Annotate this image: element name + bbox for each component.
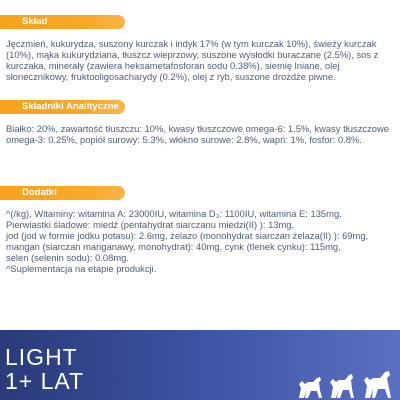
dodatki-line: mangan (siarczan manganawy, monohydrat): 40mg, cynk (tlenek cynku): 115mg, (6, 241, 341, 252)
section-header-sklad (0, 15, 125, 29)
dodatki-text (6, 208, 392, 274)
dodatki-line: selen (selenin sodu): 0.08mg. (6, 252, 129, 263)
dodatki-line: jod (jod w formie jodku potasu): 2.6mg, żelazo (monohydrat siarczan żelaza(II) ): 69mg, (6, 230, 369, 241)
footer-title: LIGHT (5, 344, 78, 370)
section-title-dodatki: Dodatki (22, 187, 57, 198)
dodatki-line: Pierwiastki śladowe: miedź (pentahydrat siarczanu miedzi(II) ): 13mg, (6, 219, 295, 230)
sklad-text: Jęczmień, kukurydza, suszony kurczak i indyk 17% (w tym kurczak 10%), świeży kurczak (10%), mąka kukurydziana, tłuszcz wieprzowy, suszone wysłodki buraczane (2.5%), sos z kurczaka, minerały (zawiera heksametafosforan sodu 0.38%), siemię lniane, olej słonecznikowy, fruktooligosacharydy (0.2%), olej z ryb, suszone drożdże piwne. (6, 38, 379, 82)
footer-subtitle: 1+ LAT (5, 368, 85, 394)
section-header-dodatki (0, 186, 125, 200)
section-title-sklad: Skład (22, 16, 48, 27)
dodatki-line: ^(/kg), Witaminy: witamina A: 23000IU, witamina D₃: 1100IU, witamina E: 135mg. (6, 208, 342, 219)
section-title-analityczne: Składniki Analityczne (22, 101, 119, 112)
dodatki-line: ^Suplementacja na etapie produkcji. (6, 263, 157, 274)
dogs-silhouette-icon (295, 360, 400, 400)
section-header-analityczne (0, 100, 125, 114)
analityczne-text: Białko: 20%, zawartość tłuszczu: 10%, kwasy tłuszczowe omega-6: 1.5%, kwasy tłuszczowe omega-3: 0.25%, popiół surowy: 5.3%, włókno surowe: 2.8%, wapń: 1%, fosfor: 0.8%. (6, 123, 389, 145)
